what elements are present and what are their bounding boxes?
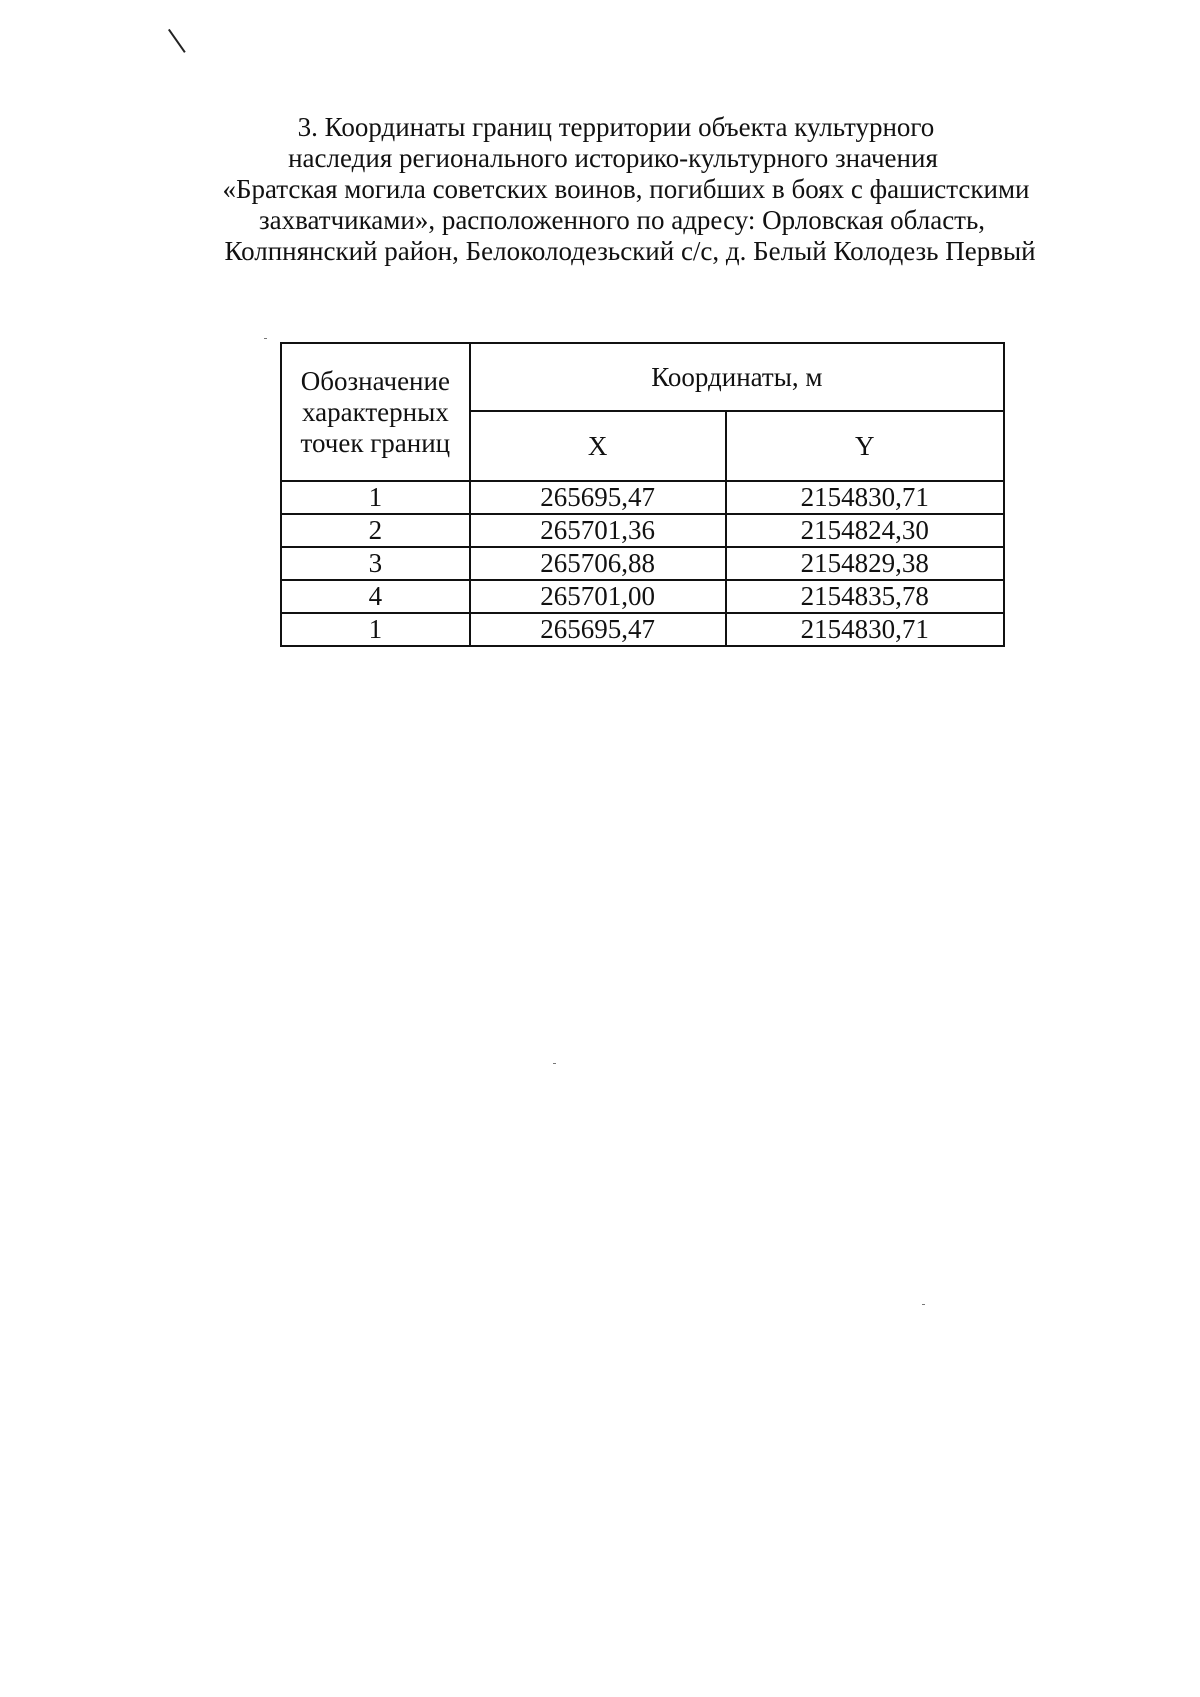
header-x: X (470, 411, 726, 481)
document-title (150, 112, 1110, 267)
header-coordinates: Координаты, м (470, 343, 1004, 411)
table-row (281, 481, 1004, 514)
table-row (281, 613, 1004, 646)
title-line: 3. Координаты границ территории объекта культурного (297, 112, 935, 142)
cell-y: 2154830,71 (726, 613, 1004, 646)
cell-x: 265695,47 (470, 613, 726, 646)
table-row (281, 514, 1004, 547)
cell-y: 2154830,71 (726, 481, 1004, 514)
scan-artifact-mark (168, 29, 186, 53)
cell-x: 265701,36 (470, 514, 726, 547)
coordinates-table (280, 342, 1005, 647)
cell-x: 265695,47 (470, 481, 726, 514)
cell-point: 1 (281, 481, 470, 514)
cell-y: 2154835,78 (726, 580, 1004, 613)
title-line: наследия регионального историко-культурного значения (288, 143, 938, 173)
header-point-designation: Обозначение характерных точек границ (281, 343, 470, 481)
scan-speck (922, 1304, 925, 1305)
scan-speck (553, 1063, 556, 1064)
title-line: Колпнянский район, Белоколодезьский с/с, д. Белый Колодезь Первый (224, 236, 1036, 266)
title-line: захватчиками», расположенного по адресу: Орловская область, (258, 205, 986, 235)
cell-y: 2154829,38 (726, 547, 1004, 580)
table-row (281, 580, 1004, 613)
cell-point: 3 (281, 547, 470, 580)
cell-x: 265706,88 (470, 547, 726, 580)
title-line: «Братская могила советских воинов, погибших в боях с фашистскими (222, 174, 1030, 204)
cell-point: 2 (281, 514, 470, 547)
table-row (281, 547, 1004, 580)
cell-point: 4 (281, 580, 470, 613)
cell-point: 1 (281, 613, 470, 646)
scan-speck (264, 338, 267, 339)
cell-y: 2154824,30 (726, 514, 1004, 547)
header-y: Y (726, 411, 1004, 481)
cell-x: 265701,00 (470, 580, 726, 613)
